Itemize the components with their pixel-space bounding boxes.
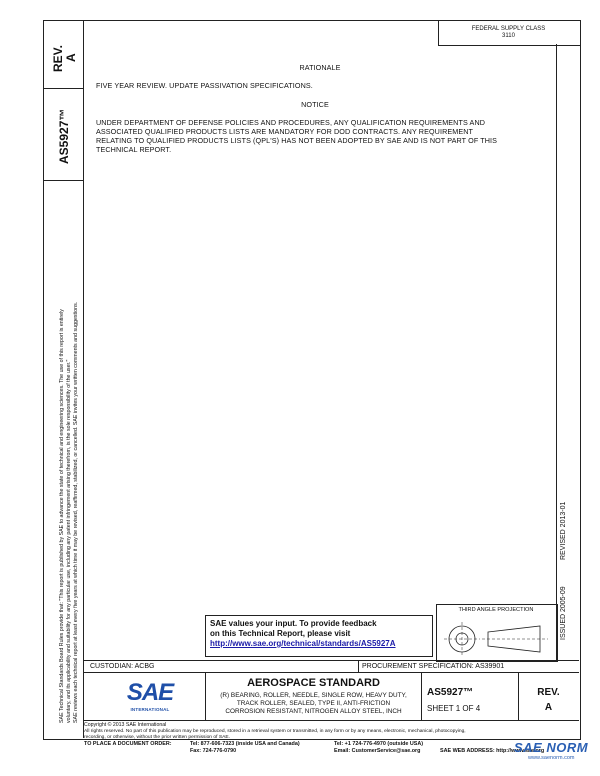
disclaimer-line-3: SAE reviews each technical report at least every five years at which time it may be revised, reaffirmed, stabilized, or cancelled. SAE invites your written comments and suggestions. [73,301,79,723]
footer-fax: Fax: 724-776-0790 [190,748,237,754]
title-desc-line-3: CORROSION RESISTANT, NITROGEN ALLOY STEEL, INCH [225,708,402,715]
issued-date: ISSUED 2005-09 [560,586,567,640]
custodian-row-bottom-rule [84,672,579,673]
left-rev-value: A [64,53,78,62]
custodian-divider [358,660,359,672]
left-rev-label: REV. [51,45,65,72]
sae-logo-subtext: INTERNATIONAL [130,707,170,712]
watermark-text: SAE NORM [514,740,589,755]
notice-line-3: RELATING TO QUALIFIED PRODUCTS LISTS (QPL'S) HAS NOT BEEN ADOPTED BY SAE AND IS NOT PART OF THIS [96,136,498,145]
left-doc-number: AS5927™ [57,108,71,164]
left-margin-rule-2 [43,180,83,181]
title-desc-line-1: (R) BEARING, ROLLER, NEEDLE, SINGLE ROW, HEAVY DUTY, [220,692,407,699]
footer-rights-1: All rights reserved. No part of this publication may be reproduced, stored in a retrieval system or transmitted, in any form or by any means, electronic, mechanical, photocopying, [84,729,466,734]
disclaimer-line-2: voluntary, and its applicability and suitability for any particular use, including any patent infringement arising therefrom, is the sole responsibility of the user." [66,359,72,723]
rationale-text: FIVE YEAR REVIEW. UPDATE PASSIVATION SPECIFICATIONS. [96,81,313,90]
sae-logo [125,681,175,717]
fsc-line-2: 3110 [502,33,515,39]
feedback-line-1: SAE values your input. To provide feedback [210,619,377,628]
notice-line-2: ASSOCIATED QUALIFIED PRODUCTS LISTS ARE MANDATORY FOR DOD CONTRACTS. ANY REQUIREMENT [96,127,474,136]
footer-tel-1: Tel: 877-606-7323 (inside USA and Canada) [190,741,300,747]
left-margin-divider [83,20,84,738]
custodian-text: CUSTODIAN: ACBG [90,663,155,670]
title-block-bottom-rule [84,720,579,721]
notice-block [96,118,551,154]
disclaimer-line-1: SAE Technical Standards Board Rules provide that: "This report is published by SAE to advance the state of technical and engineering sciences. The use of this report is entirely [59,309,65,723]
watermark-subtext: www.saenorm.com [528,755,575,761]
feedback-line-2: on this Technical Report, please visit [210,629,351,638]
sae-logo-text: SAE [126,679,174,706]
title-rev-label: REV. [537,687,560,698]
notice-heading: NOTICE [301,100,329,109]
footer-web: SAE WEB ADDRESS: http://www.sae.org [440,748,545,754]
footer-tel-2: Tel: +1 724-776-4970 (outside USA) [334,741,424,747]
notice-line-1: UNDER DEPARTMENT OF DEFENSE POLICIES AND PROCEDURES, ANY QUALIFICATION REQUIREMENTS AND [96,118,486,127]
footer-email: Email: CustomerService@sae.org [334,748,421,754]
title-desc-line-2: TRACK ROLLER, SEALED, TYPE II, ANTI-FRICTION [236,700,391,707]
title-divider [421,673,422,720]
feedback-link[interactable]: http://www.sae.org/technical/standards/AS5927A [210,639,396,648]
notice-line-4: TECHNICAL REPORT. [96,145,172,154]
title-doc-number: AS5927™ [427,687,474,698]
standard-title: AEROSPACE STANDARD [247,677,380,689]
footer-copyright: Copyright © 2013 SAE International [84,722,167,728]
projection-symbol-icon [440,616,552,658]
fsc-line-1: FEDERAL SUPPLY CLASS [471,26,546,32]
revised-date: REVISED 2013-01 [560,501,567,560]
rationale-heading: RATIONALE [299,63,341,72]
procurement-text: PROCUREMENT SPECIFICATION: AS39901 [362,663,505,670]
footer-order: TO PLACE A DOCUMENT ORDER: [84,741,172,747]
title-sheet: SHEET 1 OF 4 [427,704,481,713]
right-margin-divider [556,44,557,660]
footer-rights-2: recording, or otherwise, without the prior written permission of SAE. [84,735,230,740]
custodian-row-top-rule [84,660,579,661]
left-margin-rule-1 [43,88,83,89]
projection-label: THIRD ANGLE PROJECTION [458,607,534,613]
title-rev-value: A [544,702,553,713]
